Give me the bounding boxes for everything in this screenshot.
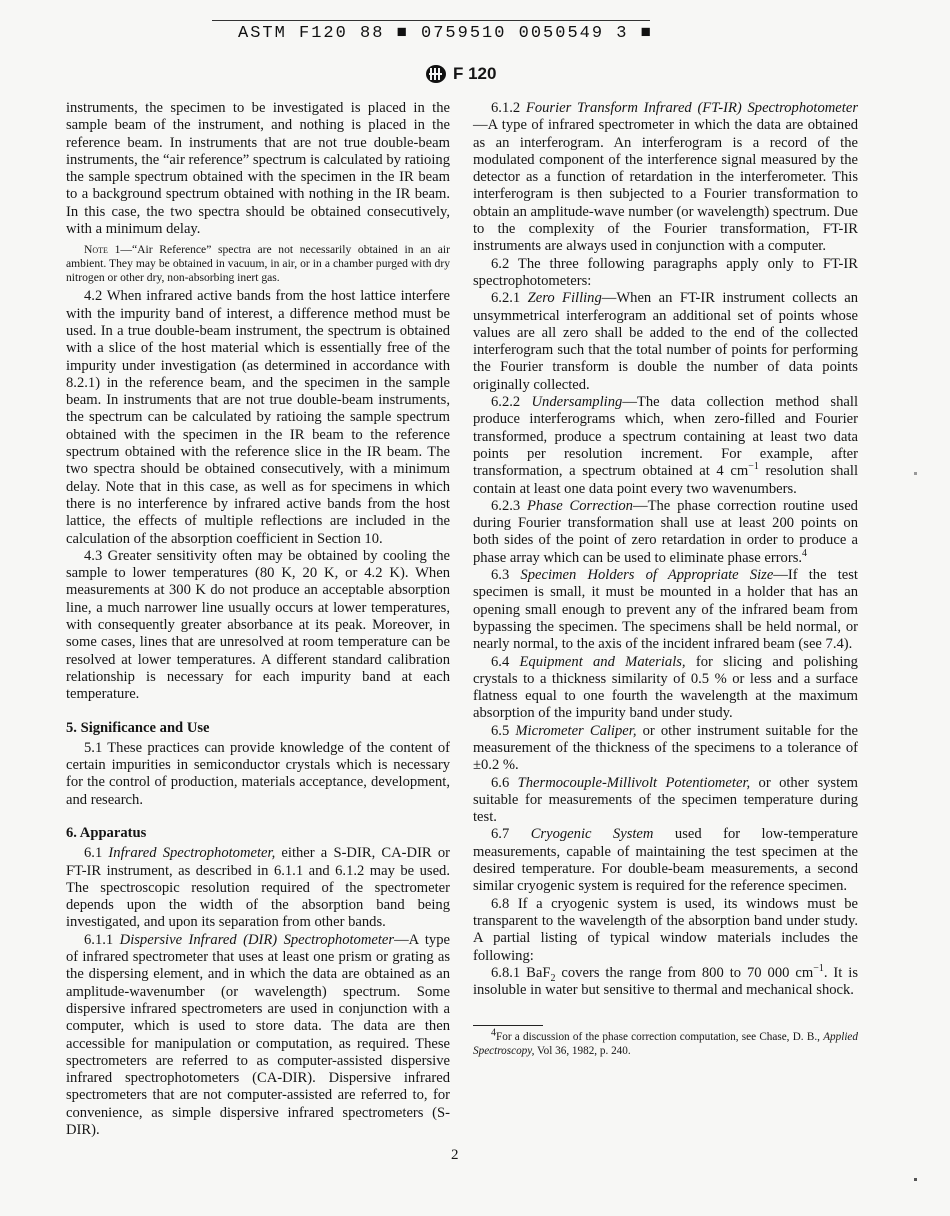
scan-speck [914,1178,917,1181]
paragraph-4-3: 4.3 Greater sensitivity often may be obtained by cooling the sample to lower temperatures (80 K, 20 K, or 4.2 K). When measurements at 300 K do not produce an acceptable absorption line, a much narrower line usually occurs at lower temperatures, with consequently greater absorbance at its peak. Moreover, in some cases, lines that are unresolved at room temperature can be resolved at lower temperatures. A different standard calibration relationship is necessary for each impurity band at each temperature. [66,547,450,703]
note-label: Note 1 [84,243,121,257]
paragraph-6-2-2: 6.2.2 Undersampling—The data collection method shall produce interferograms which, when zero-filled and Fourier transformed, produce a spectrum containing at least two data points per resolution increment. For example, after transformation, a spectrum obtained at 4 $cm^{-1}$ resolution shall contain at least one data point every two wavenumbers. [473,394,859,497]
paragraph-intro: instruments, the specimen to be investigated is placed in the sample beam of the instrument, and nothing is placed in the reference beam. In instruments that are not true double-beam instruments, the “air reference” spectrum is calculated by ratioing the sample spectrum obtained with the specimen in the IR beam to a background spectrum obtained with nothing in the IR beam. In this case, the two spectra should be obtained consecutively, with a minimum delay. [66,100,450,238]
right-column [473,100,858,1058]
page-number: 2 [451,1147,459,1163]
header-designation [425,64,496,84]
document-code-line: ASTM F120 88 ■ 0759510 0050549 3 ■ [238,24,653,43]
footnote-rule [473,1025,543,1026]
paragraph-4-2: 4.2 When infrared active bands from the host lattice interfere with the impurity band of interest, a difference method must be used. In a true double-beam instrument, the spectrum is obtained with a slice of the host material which is essentially free of the impurity under investigation (as determined in accordance with 8.2.1) in the reference beam, and the specimen in the sample beam. In instruments that are not true double-beam instruments, the spectrum can be calculated by ratioing the sample spectrum obtained with the specimen in the IR beam to the reference spectrum obtained with the reference slice in the IR beam. The two spectra should be obtained consecutively, with a minimum delay. Note that in this case, as well as for specimens in which there is no interference by infrared active bands from the host lattice, the effects of multiple reflections are included in the calculation of the absorption coefficient in Section 10. [66,288,450,547]
paragraph-6-1-2: 6.1.2 Fourier Transform Infrared (FT-IR) Spectrophotometer—A type of infrared spectrometer in which the data are obtained as an interferogram. An interferogram is a record of the modulated component of the interference signal measured by the detector as a function of retardation in the interferometer. This interferogram is then subjected to a Fourier transformation to obtain an amplitude-wave number (or wavelength) spectrum. Due to the complexity of the Fourier transformation, FT-IR instruments are always used in conjunction with a computer. [473,100,858,255]
note-text: —“Air Reference” spectra are not necessarily obtained in an air ambient. They may be obtained in vacuum, in air, or in a chamber purged with dry nitrogen or other dry, non-absorbing inert gas. [66,243,450,285]
paragraph-6-6: 6.6 Thermocouple-Millivolt Potentiometer, or other system suitable for measurements of the specimen temperature during test. [473,774,858,826]
paragraph-6-2-3: 6.2.3 Phase Correction—The phase correction routine used during Fourier transformation shall use at least 200 points on both sides of the point of zero retardation in order to produce a phase array which can be used to eliminate phase errors.$^4$ [473,497,858,566]
left-column [66,100,450,1139]
footnote-ref: 4 [802,547,808,559]
astm-logo-icon [425,64,447,84]
paragraph-5-1: 5.1 These practices can provide knowledge of the content of certain impurities in semiconductor crystals which is necessary for the control of production, materials acceptance, development, and research. [66,739,450,808]
paragraph-6-3: 6.3 Specimen Holders of Appropriate Size—If the test specimen is small, it must be mounted in a holder that has an opening small enough to prevent any of the infrared beam from bypassing the specimen. The specimens shall be held normal, or nearly normal, to the axis of the incident infrared beam (see 7.4). [473,567,858,653]
paragraph-6-7: 6.7 Cryogenic System used for low-temperature measurements, capable of maintaining the test specimen at the desired temperature. For double-beam measurements, a second similar cryogenic system is required for the reference specimen. [473,826,858,895]
paragraph-6-2-1: 6.2.1 Zero Filling—When an FT-IR instrument collects an unsymmetrical interferogram an additional set of points whose values are all zero shall be added to the end of the collected interferogram such that the total number of points for performing the Fourier transform is double the number of data points originally collected. [473,290,858,393]
standard-designation: F 120 [453,64,497,83]
scan-speck [914,472,917,475]
paragraph-6-1: 6.1 Infrared Spectrophotometer, either a S-DIR, CA-DIR or FT-IR instrument, as described in 6.1.1 and 6.1.2 may be used. The spectroscopic resolution required of the spectrometer depends upon the width of the absorption band being investigated, and upon its separation from other bands. [66,845,450,931]
paragraph-6-5: 6.5 Micrometer Caliper, or other instrument suitable for the measurement of the thickness of the specimens to a tolerance of ±0.2 %. [473,722,859,774]
paragraph-6-4: 6.4 Equipment and Materials, for slicing and polishing crystals to a thickness similarity of 0.5 % or less and a surface flatness equal to one fourth the wavelength at the maximum absorption of the impurity band under study. [473,653,858,722]
paragraph-6-2: 6.2 The three following paragraphs apply only to FT-IR spectrophotometers: [473,255,858,289]
paragraph-6-8: 6.8 If a cryogenic system is used, its windows must be transparent to the wavelength of the absorption band under study. A partial listing of typical window materials includes the following: [473,895,858,964]
note-1 [66,243,450,285]
header-rule [212,20,650,21]
section-6-heading: 6. Apparatus [66,824,147,841]
paragraph-6-1-1: 6.1.1 Dispersive Infrared (DIR) Spectrophotometer—A type of infrared spectrometer that uses at least one prism or grating as the dispersing element, and in which the data are obtained as an amplitude-wavenumber (or wavelength) spectrum. Some dispersive infrared spectrometers are used in conjunction with a computer, which is used to store data. The data are then accessible for manipulation or computation, as required. These spectrometers are referred to as computer-assisted dispersive infrared spectrophotometers (CA-DIR). Dispersive infrared spectrometers that are not computer-assisted are referred to, for convenience, as simple dispersive infrared spectrometers (S-DIR). [66,931,450,1139]
section-5-heading: 5. Significance and Use [66,719,210,736]
footnote-4: $^4$For a discussion of the phase correction computation, see Chase, D. B., Applied Spectroscopy, Vol 36, 1982, p. 240. [473,1027,858,1057]
paragraph-6-8-1: 6.8.1 BaF$_2$ covers the range from 800 to 70 000 $cm^{-1}$. It is insoluble in water but sensitive to thermal and mechanical shock. [473,962,859,999]
